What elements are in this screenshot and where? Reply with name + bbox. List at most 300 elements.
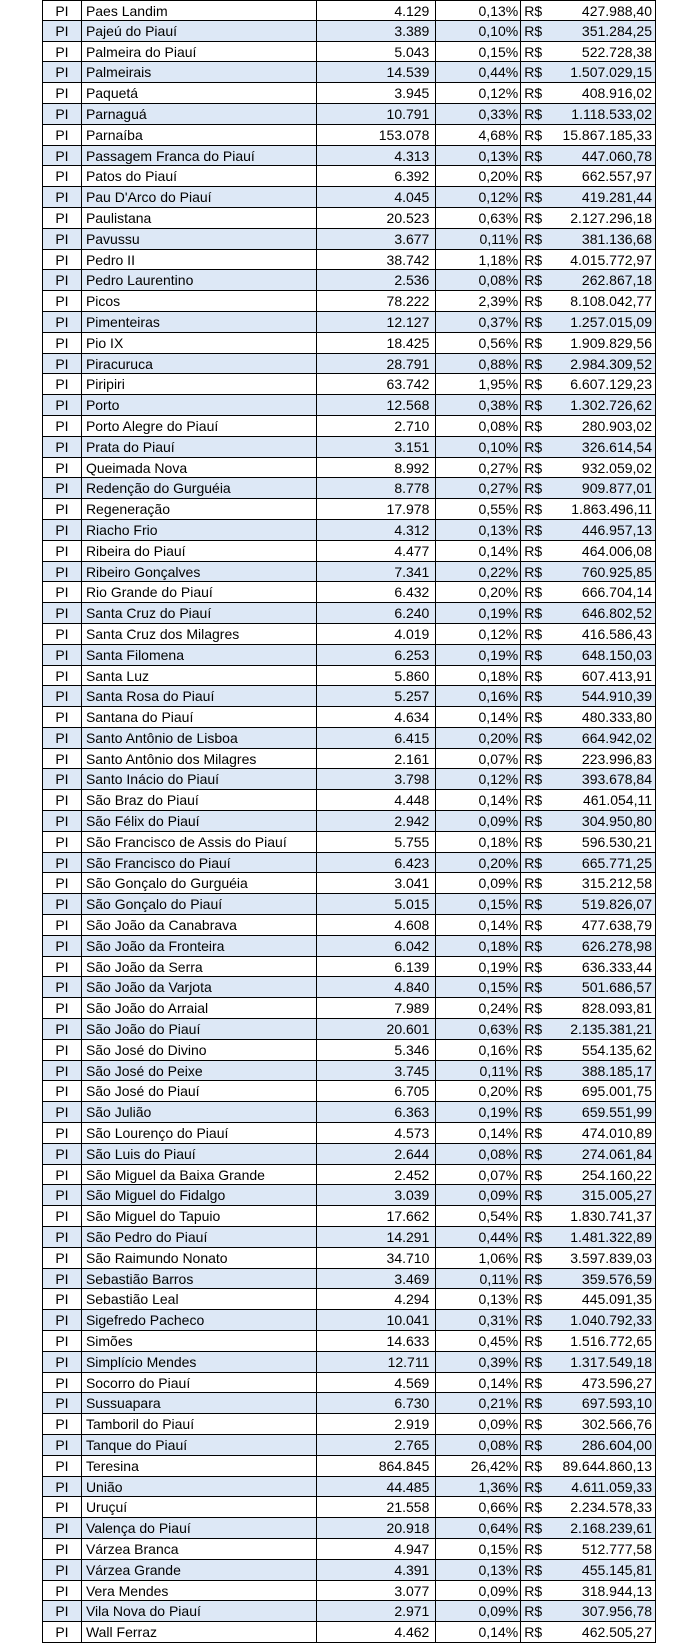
state-cell[interactable]: PI bbox=[42, 686, 82, 707]
percentage-cell[interactable]: 0,18% bbox=[436, 936, 521, 957]
state-cell[interactable]: PI bbox=[42, 1269, 82, 1290]
state-cell[interactable]: PI bbox=[42, 977, 82, 998]
amount-cell[interactable] bbox=[521, 208, 656, 229]
municipality-cell[interactable]: Santo Antônio dos Milagres bbox=[82, 749, 317, 770]
amount-cell[interactable] bbox=[521, 707, 656, 728]
percentage-cell[interactable]: 0,12% bbox=[436, 769, 521, 790]
population-cell[interactable]: 8.778 bbox=[317, 478, 437, 499]
population-cell[interactable]: 20.523 bbox=[317, 208, 437, 229]
state-cell[interactable]: PI bbox=[42, 42, 82, 63]
percentage-cell[interactable]: 0,15% bbox=[436, 42, 521, 63]
population-cell[interactable]: 2.536 bbox=[317, 270, 437, 291]
municipality-cell[interactable]: Valença do Piauí bbox=[82, 1518, 317, 1539]
state-cell[interactable]: PI bbox=[42, 832, 82, 853]
amount-cell[interactable] bbox=[521, 1019, 656, 1040]
state-cell[interactable]: PI bbox=[42, 811, 82, 832]
amount-cell[interactable] bbox=[521, 1373, 656, 1394]
amount-cell[interactable] bbox=[521, 645, 656, 666]
municipality-cell[interactable]: Paes Landim bbox=[82, 0, 317, 21]
municipality-cell[interactable]: Pajeú do Piauí bbox=[82, 21, 317, 42]
state-cell[interactable]: PI bbox=[42, 624, 82, 645]
amount-cell[interactable] bbox=[521, 42, 656, 63]
municipality-cell[interactable]: Tanque do Piauí bbox=[82, 1435, 317, 1456]
percentage-cell[interactable]: 0,31% bbox=[436, 1310, 521, 1331]
population-cell[interactable]: 5.043 bbox=[317, 42, 437, 63]
amount-cell[interactable] bbox=[521, 666, 656, 687]
amount-cell[interactable] bbox=[521, 125, 656, 146]
percentage-cell[interactable]: 0,20% bbox=[436, 166, 521, 187]
municipality-cell[interactable]: Rio Grande do Piauí bbox=[82, 582, 317, 603]
population-cell[interactable]: 4.477 bbox=[317, 541, 437, 562]
population-cell[interactable]: 5.346 bbox=[317, 1040, 437, 1061]
population-cell[interactable]: 4.129 bbox=[317, 0, 437, 21]
population-cell[interactable]: 14.539 bbox=[317, 62, 437, 83]
state-cell[interactable]: PI bbox=[42, 1539, 82, 1560]
state-cell[interactable]: PI bbox=[42, 666, 82, 687]
municipality-cell[interactable]: Santo Inácio do Piauí bbox=[82, 769, 317, 790]
state-cell[interactable]: PI bbox=[42, 499, 82, 520]
percentage-cell[interactable]: 0,09% bbox=[436, 811, 521, 832]
municipality-cell[interactable]: Sussuapara bbox=[82, 1393, 317, 1414]
amount-cell[interactable] bbox=[521, 790, 656, 811]
percentage-cell[interactable]: 0,14% bbox=[436, 1622, 521, 1643]
municipality-cell[interactable]: São Pedro do Piauí bbox=[82, 1227, 317, 1248]
amount-cell[interactable] bbox=[521, 1102, 656, 1123]
percentage-cell[interactable]: 0,38% bbox=[436, 395, 521, 416]
population-cell[interactable]: 4.045 bbox=[317, 187, 437, 208]
population-cell[interactable]: 17.978 bbox=[317, 499, 437, 520]
population-cell[interactable]: 12.568 bbox=[317, 395, 437, 416]
amount-cell[interactable] bbox=[521, 395, 656, 416]
municipality-cell[interactable]: Vera Mendes bbox=[82, 1581, 317, 1602]
percentage-cell[interactable]: 0,12% bbox=[436, 187, 521, 208]
population-cell[interactable]: 44.485 bbox=[317, 1477, 437, 1498]
municipality-cell[interactable]: Sigefredo Pacheco bbox=[82, 1310, 317, 1331]
state-cell[interactable]: PI bbox=[42, 395, 82, 416]
state-cell[interactable]: PI bbox=[42, 312, 82, 333]
state-cell[interactable]: PI bbox=[42, 291, 82, 312]
state-cell[interactable]: PI bbox=[42, 478, 82, 499]
population-cell[interactable]: 864.845 bbox=[317, 1456, 437, 1477]
municipality-cell[interactable]: São Félix do Piauí bbox=[82, 811, 317, 832]
amount-cell[interactable] bbox=[521, 728, 656, 749]
state-cell[interactable]: PI bbox=[42, 603, 82, 624]
municipality-cell[interactable]: Ribeiro Gonçalves bbox=[82, 562, 317, 583]
population-cell[interactable]: 6.705 bbox=[317, 1081, 437, 1102]
amount-cell[interactable] bbox=[521, 374, 656, 395]
population-cell[interactable]: 3.798 bbox=[317, 769, 437, 790]
municipality-cell[interactable]: Vila Nova do Piauí bbox=[82, 1601, 317, 1622]
percentage-cell[interactable]: 0,13% bbox=[436, 146, 521, 167]
state-cell[interactable]: PI bbox=[42, 250, 82, 271]
amount-cell[interactable] bbox=[521, 1123, 656, 1144]
state-cell[interactable]: PI bbox=[42, 1518, 82, 1539]
population-cell[interactable]: 2.644 bbox=[317, 1144, 437, 1165]
percentage-cell[interactable]: 0,20% bbox=[436, 582, 521, 603]
amount-cell[interactable] bbox=[521, 1331, 656, 1352]
percentage-cell[interactable]: 0,44% bbox=[436, 62, 521, 83]
amount-cell[interactable] bbox=[521, 1414, 656, 1435]
amount-cell[interactable] bbox=[521, 1165, 656, 1186]
amount-cell[interactable] bbox=[521, 62, 656, 83]
population-cell[interactable]: 3.677 bbox=[317, 229, 437, 250]
population-cell[interactable]: 4.391 bbox=[317, 1560, 437, 1581]
municipality-cell[interactable]: Simplício Mendes bbox=[82, 1352, 317, 1373]
population-cell[interactable]: 3.945 bbox=[317, 83, 437, 104]
state-cell[interactable]: PI bbox=[42, 1352, 82, 1373]
amount-cell[interactable] bbox=[521, 499, 656, 520]
population-cell[interactable]: 2.452 bbox=[317, 1165, 437, 1186]
state-cell[interactable]: PI bbox=[42, 125, 82, 146]
municipality-cell[interactable]: Prata do Piauí bbox=[82, 437, 317, 458]
amount-cell[interactable] bbox=[521, 270, 656, 291]
percentage-cell[interactable]: 0,15% bbox=[436, 894, 521, 915]
amount-cell[interactable] bbox=[521, 0, 656, 21]
percentage-cell[interactable]: 0,09% bbox=[436, 1185, 521, 1206]
state-cell[interactable]: PI bbox=[42, 1123, 82, 1144]
amount-cell[interactable] bbox=[521, 1560, 656, 1581]
amount-cell[interactable] bbox=[521, 437, 656, 458]
amount-cell[interactable] bbox=[521, 562, 656, 583]
amount-cell[interactable] bbox=[521, 1435, 656, 1456]
percentage-cell[interactable]: 0,64% bbox=[436, 1518, 521, 1539]
population-cell[interactable]: 18.425 bbox=[317, 333, 437, 354]
amount-cell[interactable] bbox=[521, 1269, 656, 1290]
municipality-cell[interactable]: Paulistana bbox=[82, 208, 317, 229]
amount-cell[interactable] bbox=[521, 1185, 656, 1206]
municipality-cell[interactable]: São João do Piauí bbox=[82, 1019, 317, 1040]
amount-cell[interactable] bbox=[521, 1081, 656, 1102]
population-cell[interactable]: 2.971 bbox=[317, 1601, 437, 1622]
municipality-cell[interactable]: Santa Filomena bbox=[82, 645, 317, 666]
population-cell[interactable]: 4.462 bbox=[317, 1622, 437, 1643]
population-cell[interactable]: 6.423 bbox=[317, 853, 437, 874]
state-cell[interactable]: PI bbox=[42, 1206, 82, 1227]
state-cell[interactable]: PI bbox=[42, 1061, 82, 1082]
state-cell[interactable]: PI bbox=[42, 541, 82, 562]
amount-cell[interactable] bbox=[521, 811, 656, 832]
municipality-cell[interactable]: Simões bbox=[82, 1331, 317, 1352]
municipality-cell[interactable]: Pimenteiras bbox=[82, 312, 317, 333]
percentage-cell[interactable]: 0,13% bbox=[436, 1560, 521, 1581]
state-cell[interactable]: PI bbox=[42, 1477, 82, 1498]
percentage-cell[interactable]: 0,21% bbox=[436, 1393, 521, 1414]
state-cell[interactable]: PI bbox=[42, 915, 82, 936]
amount-cell[interactable] bbox=[521, 957, 656, 978]
percentage-cell[interactable]: 1,06% bbox=[436, 1248, 521, 1269]
municipality-cell[interactable]: Queimada Nova bbox=[82, 458, 317, 479]
amount-cell[interactable] bbox=[521, 1601, 656, 1622]
amount-cell[interactable] bbox=[521, 1040, 656, 1061]
percentage-cell[interactable]: 0,20% bbox=[436, 728, 521, 749]
percentage-cell[interactable]: 2,39% bbox=[436, 291, 521, 312]
percentage-cell[interactable]: 0,13% bbox=[436, 0, 521, 21]
population-cell[interactable]: 28.791 bbox=[317, 354, 437, 375]
population-cell[interactable]: 6.392 bbox=[317, 166, 437, 187]
municipality-cell[interactable]: Várzea Branca bbox=[82, 1539, 317, 1560]
percentage-cell[interactable]: 0,37% bbox=[436, 312, 521, 333]
population-cell[interactable]: 8.992 bbox=[317, 458, 437, 479]
population-cell[interactable]: 20.918 bbox=[317, 1518, 437, 1539]
municipality-cell[interactable]: Picos bbox=[82, 291, 317, 312]
municipality-cell[interactable]: Santa Rosa do Piauí bbox=[82, 686, 317, 707]
percentage-cell[interactable]: 0,11% bbox=[436, 229, 521, 250]
amount-cell[interactable] bbox=[521, 1289, 656, 1310]
state-cell[interactable]: PI bbox=[42, 1227, 82, 1248]
municipality-cell[interactable]: Riacho Frio bbox=[82, 520, 317, 541]
state-cell[interactable]: PI bbox=[42, 354, 82, 375]
percentage-cell[interactable]: 0,08% bbox=[436, 1435, 521, 1456]
state-cell[interactable]: PI bbox=[42, 21, 82, 42]
percentage-cell[interactable]: 0,07% bbox=[436, 1165, 521, 1186]
percentage-cell[interactable]: 0,63% bbox=[436, 1019, 521, 1040]
state-cell[interactable]: PI bbox=[42, 416, 82, 437]
amount-cell[interactable] bbox=[521, 894, 656, 915]
population-cell[interactable]: 5.257 bbox=[317, 686, 437, 707]
amount-cell[interactable] bbox=[521, 1477, 656, 1498]
percentage-cell[interactable]: 1,95% bbox=[436, 374, 521, 395]
state-cell[interactable]: PI bbox=[42, 790, 82, 811]
amount-cell[interactable] bbox=[521, 1227, 656, 1248]
percentage-cell[interactable]: 0,16% bbox=[436, 686, 521, 707]
municipality-cell[interactable]: São Miguel do Fidalgo bbox=[82, 1185, 317, 1206]
amount-cell[interactable] bbox=[521, 166, 656, 187]
state-cell[interactable]: PI bbox=[42, 333, 82, 354]
municipality-cell[interactable]: São José do Piauí bbox=[82, 1081, 317, 1102]
municipality-cell[interactable]: Ribeira do Piauí bbox=[82, 541, 317, 562]
municipality-cell[interactable]: Pio IX bbox=[82, 333, 317, 354]
percentage-cell[interactable]: 0,09% bbox=[436, 1414, 521, 1435]
state-cell[interactable]: PI bbox=[42, 1165, 82, 1186]
population-cell[interactable]: 4.634 bbox=[317, 707, 437, 728]
municipality-cell[interactable]: Pedro II bbox=[82, 250, 317, 271]
municipality-cell[interactable]: Várzea Grande bbox=[82, 1560, 317, 1581]
municipality-cell[interactable]: Sebastião Barros bbox=[82, 1269, 317, 1290]
percentage-cell[interactable]: 0,14% bbox=[436, 541, 521, 562]
percentage-cell[interactable]: 0,54% bbox=[436, 1206, 521, 1227]
state-cell[interactable]: PI bbox=[42, 208, 82, 229]
percentage-cell[interactable]: 0,13% bbox=[436, 520, 521, 541]
state-cell[interactable]: PI bbox=[42, 1102, 82, 1123]
population-cell[interactable]: 4.573 bbox=[317, 1123, 437, 1144]
amount-cell[interactable] bbox=[521, 520, 656, 541]
state-cell[interactable]: PI bbox=[42, 1019, 82, 1040]
percentage-cell[interactable]: 0,20% bbox=[436, 1081, 521, 1102]
percentage-cell[interactable]: 0,45% bbox=[436, 1331, 521, 1352]
amount-cell[interactable] bbox=[521, 146, 656, 167]
municipality-cell[interactable]: Palmeirais bbox=[82, 62, 317, 83]
percentage-cell[interactable]: 0,19% bbox=[436, 603, 521, 624]
state-cell[interactable]: PI bbox=[42, 936, 82, 957]
percentage-cell[interactable]: 0,14% bbox=[436, 707, 521, 728]
population-cell[interactable]: 5.755 bbox=[317, 832, 437, 853]
amount-cell[interactable] bbox=[521, 1497, 656, 1518]
amount-cell[interactable] bbox=[521, 624, 656, 645]
percentage-cell[interactable]: 0,08% bbox=[436, 1144, 521, 1165]
percentage-cell[interactable]: 0,19% bbox=[436, 645, 521, 666]
amount-cell[interactable] bbox=[521, 603, 656, 624]
amount-cell[interactable] bbox=[521, 291, 656, 312]
state-cell[interactable]: PI bbox=[42, 1040, 82, 1061]
population-cell[interactable]: 12.127 bbox=[317, 312, 437, 333]
amount-cell[interactable] bbox=[521, 312, 656, 333]
percentage-cell[interactable]: 0,11% bbox=[436, 1061, 521, 1082]
state-cell[interactable]: PI bbox=[42, 187, 82, 208]
amount-cell[interactable] bbox=[521, 686, 656, 707]
population-cell[interactable]: 7.989 bbox=[317, 998, 437, 1019]
amount-cell[interactable] bbox=[521, 83, 656, 104]
municipality-cell[interactable]: Paquetá bbox=[82, 83, 317, 104]
population-cell[interactable]: 3.151 bbox=[317, 437, 437, 458]
municipality-cell[interactable]: Pavussu bbox=[82, 229, 317, 250]
state-cell[interactable]: PI bbox=[42, 1289, 82, 1310]
state-cell[interactable]: PI bbox=[42, 1435, 82, 1456]
amount-cell[interactable] bbox=[521, 1539, 656, 1560]
population-cell[interactable]: 2.919 bbox=[317, 1414, 437, 1435]
population-cell[interactable]: 3.041 bbox=[317, 873, 437, 894]
population-cell[interactable]: 2.942 bbox=[317, 811, 437, 832]
population-cell[interactable]: 6.240 bbox=[317, 603, 437, 624]
population-cell[interactable]: 10.041 bbox=[317, 1310, 437, 1331]
amount-cell[interactable] bbox=[521, 354, 656, 375]
municipality-cell[interactable]: Teresina bbox=[82, 1456, 317, 1477]
percentage-cell[interactable]: 0,13% bbox=[436, 1289, 521, 1310]
amount-cell[interactable] bbox=[521, 1310, 656, 1331]
municipality-cell[interactable]: Porto Alegre do Piauí bbox=[82, 416, 317, 437]
percentage-cell[interactable]: 0,19% bbox=[436, 957, 521, 978]
state-cell[interactable]: PI bbox=[42, 853, 82, 874]
percentage-cell[interactable]: 0,09% bbox=[436, 1601, 521, 1622]
state-cell[interactable]: PI bbox=[42, 1414, 82, 1435]
amount-cell[interactable] bbox=[521, 1248, 656, 1269]
state-cell[interactable]: PI bbox=[42, 437, 82, 458]
percentage-cell[interactable]: 0,07% bbox=[436, 749, 521, 770]
state-cell[interactable]: PI bbox=[42, 1185, 82, 1206]
percentage-cell[interactable]: 0,66% bbox=[436, 1497, 521, 1518]
percentage-cell[interactable]: 0,08% bbox=[436, 270, 521, 291]
state-cell[interactable]: PI bbox=[42, 998, 82, 1019]
state-cell[interactable]: PI bbox=[42, 957, 82, 978]
state-cell[interactable]: PI bbox=[42, 873, 82, 894]
municipality-cell[interactable]: São Luis do Piauí bbox=[82, 1144, 317, 1165]
amount-cell[interactable] bbox=[521, 1206, 656, 1227]
percentage-cell[interactable]: 0,15% bbox=[436, 977, 521, 998]
municipality-cell[interactable]: Parnaguá bbox=[82, 104, 317, 125]
percentage-cell[interactable]: 0,16% bbox=[436, 1040, 521, 1061]
municipality-cell[interactable]: São João da Canabrava bbox=[82, 915, 317, 936]
amount-cell[interactable] bbox=[521, 1518, 656, 1539]
population-cell[interactable]: 38.742 bbox=[317, 250, 437, 271]
percentage-cell[interactable]: 0,14% bbox=[436, 1123, 521, 1144]
municipality-cell[interactable]: Socorro do Piauí bbox=[82, 1373, 317, 1394]
population-cell[interactable]: 21.558 bbox=[317, 1497, 437, 1518]
percentage-cell[interactable]: 0,14% bbox=[436, 1373, 521, 1394]
municipality-cell[interactable]: Porto bbox=[82, 395, 317, 416]
state-cell[interactable]: PI bbox=[42, 1144, 82, 1165]
state-cell[interactable]: PI bbox=[42, 1373, 82, 1394]
state-cell[interactable]: PI bbox=[42, 582, 82, 603]
municipality-cell[interactable]: Santa Luz bbox=[82, 666, 317, 687]
municipality-cell[interactable]: São José do Peixe bbox=[82, 1061, 317, 1082]
state-cell[interactable]: PI bbox=[42, 1601, 82, 1622]
municipality-cell[interactable]: São Gonçalo do Gurguéia bbox=[82, 873, 317, 894]
municipality-cell[interactable]: Sebastião Leal bbox=[82, 1289, 317, 1310]
state-cell[interactable]: PI bbox=[42, 229, 82, 250]
amount-cell[interactable] bbox=[521, 104, 656, 125]
population-cell[interactable]: 17.662 bbox=[317, 1206, 437, 1227]
municipality-cell[interactable]: São João da Varjota bbox=[82, 977, 317, 998]
population-cell[interactable]: 3.469 bbox=[317, 1269, 437, 1290]
population-cell[interactable]: 6.139 bbox=[317, 957, 437, 978]
amount-cell[interactable] bbox=[521, 915, 656, 936]
percentage-cell[interactable]: 0,09% bbox=[436, 873, 521, 894]
municipality-cell[interactable]: São Julião bbox=[82, 1102, 317, 1123]
percentage-cell[interactable]: 0,11% bbox=[436, 1269, 521, 1290]
population-cell[interactable]: 20.601 bbox=[317, 1019, 437, 1040]
state-cell[interactable]: PI bbox=[42, 1393, 82, 1414]
population-cell[interactable]: 4.608 bbox=[317, 915, 437, 936]
municipality-cell[interactable]: São Francisco do Piauí bbox=[82, 853, 317, 874]
percentage-cell[interactable]: 0,14% bbox=[436, 790, 521, 811]
municipality-cell[interactable]: São João do Arraial bbox=[82, 998, 317, 1019]
amount-cell[interactable] bbox=[521, 478, 656, 499]
amount-cell[interactable] bbox=[521, 1622, 656, 1643]
amount-cell[interactable] bbox=[521, 749, 656, 770]
municipality-cell[interactable]: São Gonçalo do Piauí bbox=[82, 894, 317, 915]
state-cell[interactable]: PI bbox=[42, 707, 82, 728]
population-cell[interactable]: 3.077 bbox=[317, 1581, 437, 1602]
municipality-cell[interactable]: São Francisco de Assis do Piauí bbox=[82, 832, 317, 853]
amount-cell[interactable] bbox=[521, 1061, 656, 1082]
state-cell[interactable]: PI bbox=[42, 1331, 82, 1352]
population-cell[interactable]: 6.042 bbox=[317, 936, 437, 957]
population-cell[interactable]: 14.633 bbox=[317, 1331, 437, 1352]
population-cell[interactable]: 5.860 bbox=[317, 666, 437, 687]
state-cell[interactable]: PI bbox=[42, 62, 82, 83]
state-cell[interactable]: PI bbox=[42, 769, 82, 790]
population-cell[interactable]: 4.294 bbox=[317, 1289, 437, 1310]
state-cell[interactable]: PI bbox=[42, 562, 82, 583]
amount-cell[interactable] bbox=[521, 250, 656, 271]
municipality-cell[interactable]: União bbox=[82, 1477, 317, 1498]
amount-cell[interactable] bbox=[521, 187, 656, 208]
municipality-cell[interactable]: São Miguel da Baixa Grande bbox=[82, 1165, 317, 1186]
municipality-cell[interactable]: Santana do Piauí bbox=[82, 707, 317, 728]
amount-cell[interactable] bbox=[521, 832, 656, 853]
percentage-cell[interactable]: 0,88% bbox=[436, 354, 521, 375]
percentage-cell[interactable]: 0,12% bbox=[436, 624, 521, 645]
state-cell[interactable]: PI bbox=[42, 83, 82, 104]
state-cell[interactable]: PI bbox=[42, 1622, 82, 1643]
population-cell[interactable]: 4.312 bbox=[317, 520, 437, 541]
amount-cell[interactable] bbox=[521, 1352, 656, 1373]
amount-cell[interactable] bbox=[521, 229, 656, 250]
municipality-cell[interactable]: São Raimundo Nonato bbox=[82, 1248, 317, 1269]
state-cell[interactable]: PI bbox=[42, 458, 82, 479]
population-cell[interactable]: 2.710 bbox=[317, 416, 437, 437]
state-cell[interactable]: PI bbox=[42, 166, 82, 187]
population-cell[interactable]: 4.947 bbox=[317, 1539, 437, 1560]
percentage-cell[interactable]: 0,15% bbox=[436, 1539, 521, 1560]
state-cell[interactable]: PI bbox=[42, 374, 82, 395]
population-cell[interactable]: 14.291 bbox=[317, 1227, 437, 1248]
percentage-cell[interactable]: 0,33% bbox=[436, 104, 521, 125]
municipality-cell[interactable]: São Miguel do Tapuio bbox=[82, 1206, 317, 1227]
percentage-cell[interactable]: 0,09% bbox=[436, 1581, 521, 1602]
amount-cell[interactable] bbox=[521, 416, 656, 437]
state-cell[interactable]: PI bbox=[42, 270, 82, 291]
percentage-cell[interactable]: 0,63% bbox=[436, 208, 521, 229]
